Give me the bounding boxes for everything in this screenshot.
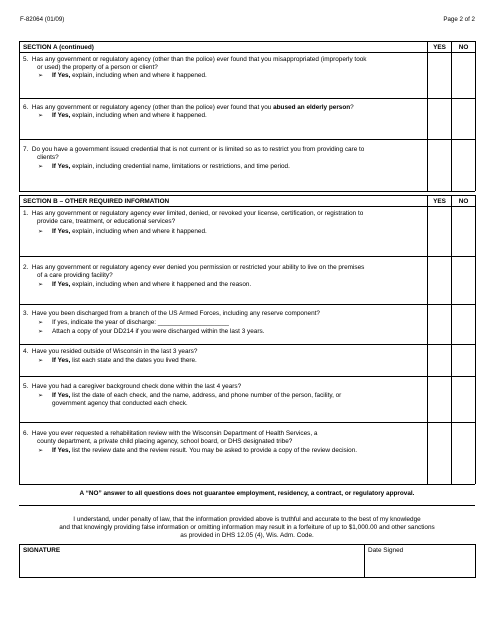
row-divider	[19, 256, 475, 257]
date-signed-field[interactable]	[365, 556, 474, 577]
section-a-bottom-border	[19, 191, 475, 192]
no-column-header: NO	[458, 44, 469, 51]
arrow-bullet-icon: ➢	[38, 163, 44, 170]
section-b-title: SECTION B – OTHER REQUIRED INFORMATION	[23, 198, 170, 205]
arrow-bullet-icon: ➢	[38, 112, 44, 119]
question-b3-discharge-year: If yes, indicate the year of discharge: ____________________	[52, 319, 229, 326]
attestation-line-1: I understand, under penalty of law, that the information provided above is truthful and accurate to the best of my knowledge	[73, 516, 421, 523]
if-yes-emphasis: If Yes,	[52, 228, 71, 235]
section-b-right-border	[475, 195, 476, 484]
row-divider	[19, 98, 475, 99]
question-a7-instruction: If Yes, explain, including credential name, limitations or restrictions, and time period.	[52, 163, 290, 170]
page-number: Page 2 of 2	[443, 16, 475, 23]
question-a5-text-cont: or used) the property of a person or client?	[37, 64, 158, 71]
question-b4-instruction: If Yes, list each state and the dates you lived there.	[52, 357, 197, 364]
question-a7-text-cont: clients?	[37, 154, 59, 161]
arrow-bullet-icon: ➢	[38, 228, 44, 235]
signature-bottom-border	[19, 577, 475, 578]
if-yes-emphasis: If Yes,	[52, 112, 71, 119]
section-a-right-border	[475, 41, 476, 191]
arrow-bullet-icon: ➢	[38, 328, 44, 335]
question-b6-yes-cell[interactable]	[428, 423, 451, 484]
signature-label: SIGNATURE	[23, 547, 61, 554]
question-b4-no-cell[interactable]	[452, 345, 475, 376]
date-signed-label: Date Signed	[368, 547, 404, 554]
question-b3-no-cell[interactable]	[452, 305, 475, 344]
question-b1-text: 1. Has any government or regulatory agency ever limited, denied, or revoked your license, certification, or registration to	[23, 210, 364, 217]
question-b5-yes-cell[interactable]	[428, 377, 451, 422]
arrow-bullet-icon: ➢	[38, 319, 44, 326]
question-a5-instruction: If Yes, explain, including when and where it happened.	[52, 72, 207, 79]
signature-right-border	[475, 544, 476, 578]
question-a7-text: 7. Do you have a government issued credential that is not current or is limited so as to restrict you from providing care to	[23, 146, 365, 153]
arrow-bullet-icon: ➢	[38, 392, 44, 399]
arrow-bullet-icon: ➢	[38, 357, 44, 364]
yes-column-header: YES	[433, 198, 446, 205]
if-yes-emphasis: If Yes,	[52, 447, 71, 454]
question-a6-no-cell[interactable]	[452, 99, 475, 139]
arrow-bullet-icon: ➢	[38, 281, 44, 288]
if-yes-emphasis: If Yes,	[52, 357, 71, 364]
if-yes-emphasis: If Yes,	[52, 163, 71, 170]
question-b2-text-cont: of a care providing facility?	[37, 272, 113, 279]
yes-column-header: YES	[433, 44, 446, 51]
question-b6-text: 6. Have you ever requested a rehabilitation review with the Wisconsin Department of Health Services, a	[23, 430, 318, 437]
signature-top-border	[19, 544, 475, 545]
section-b-left-border	[19, 195, 20, 484]
question-a6-text-start: 6. Has any government or regulatory agency (other than the police) ever found that you	[23, 104, 274, 111]
question-a5-yes-cell[interactable]	[428, 53, 451, 98]
question-b6-text-cont: county department, a private child placing agency, school board, or DHS designated tribe?	[37, 438, 293, 445]
if-yes-emphasis: If Yes,	[52, 392, 71, 399]
question-b4-text: 4. Have you resided outside of Wisconsin in the last 3 years?	[23, 348, 198, 355]
question-b1-yes-cell[interactable]	[428, 207, 451, 256]
section-b-top-border	[19, 195, 475, 196]
disclaimer-notice: A “NO” answer to all questions does not guarantee employment, residency, a contract, or regulatory approval.	[79, 490, 415, 497]
question-b5-text: 5. Have you had a caregiver background check done within the last 4 years?	[23, 383, 242, 390]
row-divider	[19, 304, 475, 305]
question-b3-dd214-note: Attach a copy of your DD214 if you were discharged within the last 3 years.	[52, 328, 265, 335]
question-a5-no-cell[interactable]	[452, 53, 475, 98]
row-divider	[19, 422, 475, 423]
row-divider	[19, 344, 475, 345]
question-b1-no-cell[interactable]	[452, 207, 475, 256]
section-a-top-border	[19, 41, 475, 42]
question-b6-instruction: If Yes, list the review date and the review result. You may be asked to provide a copy of the review decision.	[52, 447, 358, 454]
attestation-top-border	[19, 505, 475, 506]
row-divider	[19, 376, 475, 377]
question-b3-text: 3. Have you been discharged from a branch of the US Armed Forces, including any reserve component?	[23, 310, 320, 317]
question-b6-no-cell[interactable]	[452, 423, 475, 484]
question-a5-text: 5. Has any government or regulatory agency (other than the police) ever found that you misappropriated (improperly took	[23, 56, 367, 63]
question-b3-yes-cell[interactable]	[428, 305, 451, 344]
question-b5-no-cell[interactable]	[452, 377, 475, 422]
attestation-line-2: and that knowingly providing false information or omitting information may result in a forfeiture of up to $1,000.00 and other sanctions	[59, 524, 435, 531]
question-b1-instruction: If Yes, explain, including when and where it happened.	[52, 228, 207, 235]
question-b2-yes-cell[interactable]	[428, 257, 451, 304]
attestation-line-3: as provided in DHS 12.05 (4), Wis. Adm. Code.	[180, 532, 314, 539]
arrow-bullet-icon: ➢	[38, 447, 44, 454]
no-column-header: NO	[458, 198, 469, 205]
if-yes-emphasis: If Yes,	[52, 281, 71, 288]
row-divider	[19, 139, 475, 140]
question-b5-instruction: If Yes, list the date of each check, and the name, address, and phone number of the person, facility, or	[52, 392, 342, 399]
signature-field[interactable]	[20, 556, 363, 577]
question-b4-yes-cell[interactable]	[428, 345, 451, 376]
question-a7-yes-cell[interactable]	[428, 140, 451, 191]
question-a6-yes-cell[interactable]	[428, 99, 451, 139]
arrow-bullet-icon: ➢	[38, 72, 44, 79]
question-b1-text-cont: provide care, treatment, or educational services?	[37, 218, 176, 225]
section-b-bottom-border	[19, 484, 475, 485]
question-b2-instruction: If Yes, explain, including when and where it happened and the reason.	[52, 281, 252, 288]
question-a6-text-end: ?	[350, 104, 354, 111]
question-a7-no-cell[interactable]	[452, 140, 475, 191]
question-b2-no-cell[interactable]	[452, 257, 475, 304]
if-yes-emphasis: If Yes,	[52, 72, 71, 79]
section-a-title: SECTION A (continued)	[23, 44, 94, 51]
section-a-left-border	[19, 41, 20, 191]
form-id: F-82064 (01/09)	[20, 16, 65, 23]
question-a6-instruction: If Yes, explain, including when and where it happened.	[52, 112, 207, 119]
question-b5-instruction-cont: government agency that conducted each check.	[52, 400, 188, 407]
question-a6-emphasis: abused an elderly person	[273, 104, 351, 111]
question-b2-text: 2. Has any government or regulatory agency ever denied you permission or restricted your ability to live on the premises	[23, 264, 365, 271]
